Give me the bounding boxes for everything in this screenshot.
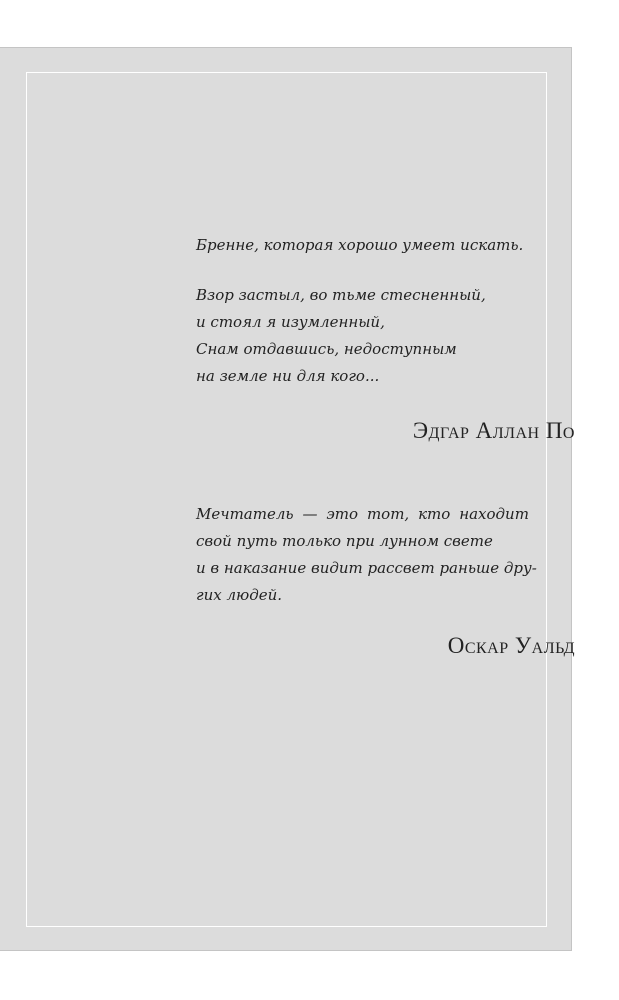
quote-line: гих людей. [196,586,283,604]
dedication-line: Бренне, которая хорошо умеет искать. [196,236,524,254]
author-poe: Эдгар Аллан По [412,418,575,443]
inner-frame-border [26,72,547,927]
quote-word: — [302,505,318,523]
quote-word: тот, [366,505,410,523]
page-panel [0,47,572,951]
author-wilde: Оскар Уальд [447,633,575,658]
quote-word: Мечтатель [196,505,294,523]
verse-line: на земле ни для кого... [196,367,380,385]
verse-line: Снам отдавшись, недоступным [196,340,457,358]
verse-line: Взор застыл, во тьме стесненный, [196,286,486,304]
quote-line: свой путь только при лунном свете [196,532,493,550]
epigraph-wilde [196,501,537,609]
quote-word: кто [418,505,451,523]
verse-line: и стоял я изумленный, [196,313,385,331]
epigraph-poe [196,232,523,390]
quote-line: и в наказание видит рассвет раньше дру- [196,559,537,577]
quote-line-justified [196,501,529,528]
quote-word: это [326,505,359,523]
quote-word: находит [459,505,529,523]
